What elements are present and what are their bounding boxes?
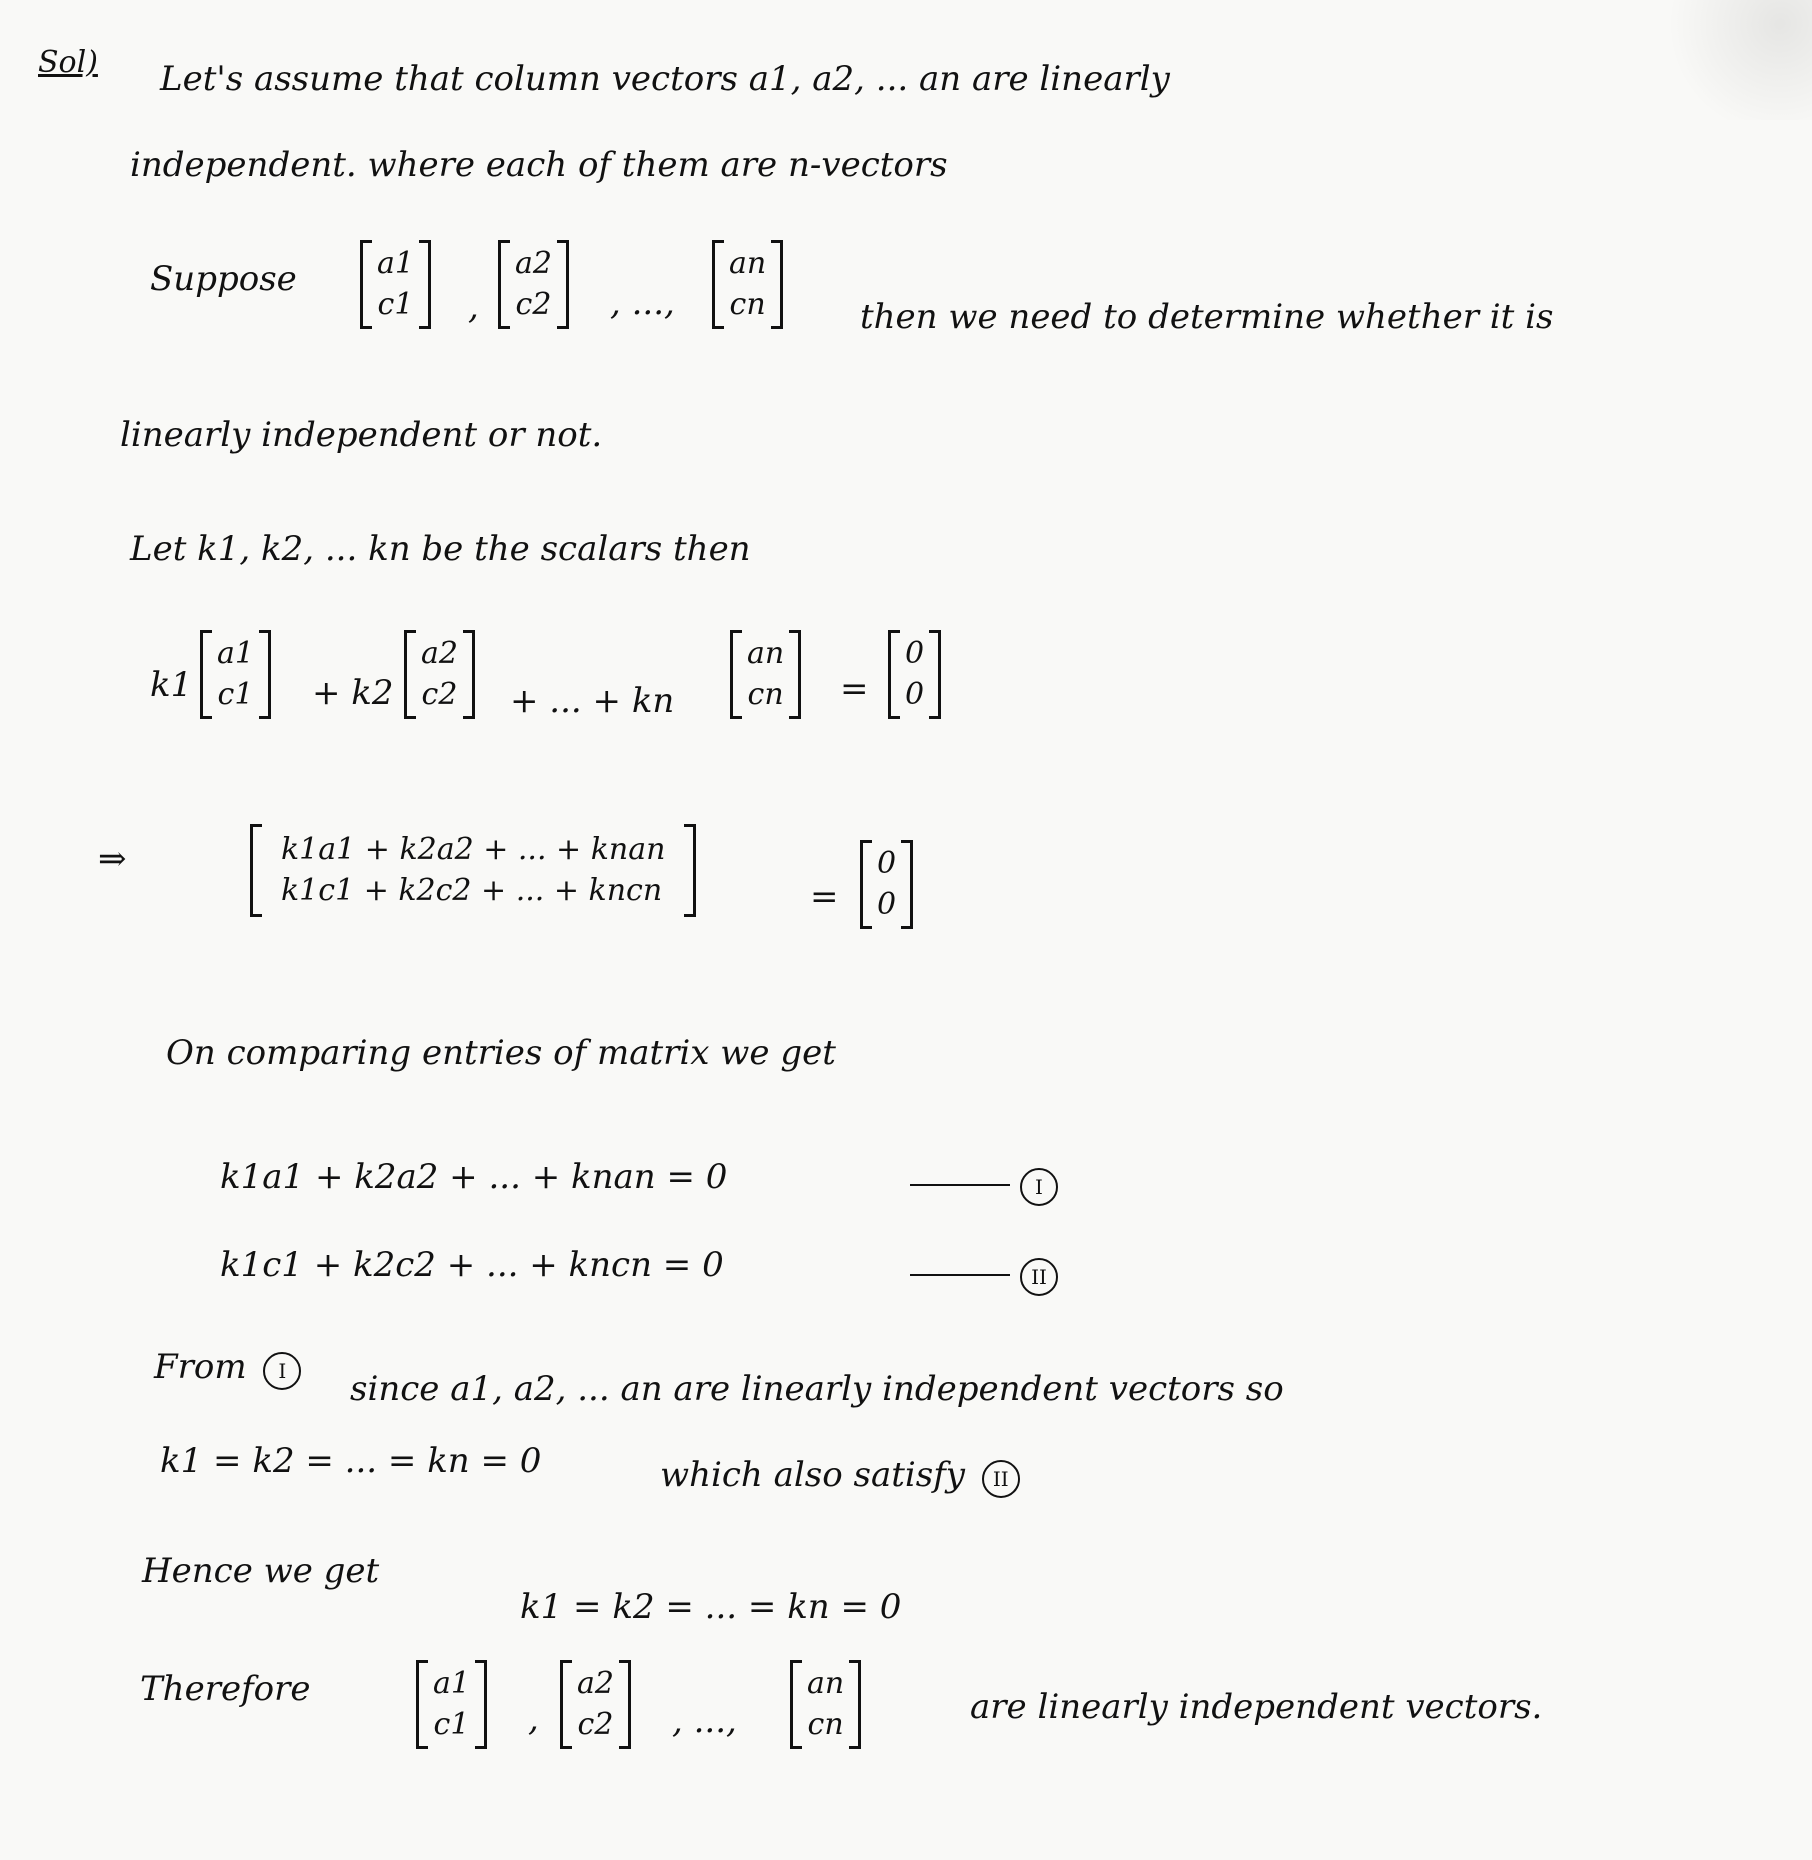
all-zero-eq: k1 = k2 = ... = kn = 0 xyxy=(160,1441,542,1481)
coef-k2: + k2 xyxy=(312,673,394,713)
line-4: linearly independent or not. xyxy=(120,415,603,455)
final-vector-n: an cn xyxy=(790,1660,861,1749)
separator: , xyxy=(468,287,479,327)
combo-vector-n: an cn xyxy=(730,630,801,719)
final-ellipsis: , ..., xyxy=(672,1701,737,1741)
vector-n: an cn xyxy=(712,240,783,329)
line-5: Let k1, k2, ... kn be the scalars then xyxy=(130,529,751,569)
implies-arrow: ⇒ xyxy=(98,839,127,879)
equation-2: k1c1 + k2c2 + ... + kncn = 0 xyxy=(220,1245,724,1285)
final-separator: , xyxy=(528,1699,539,1739)
equation-2-tag: II xyxy=(910,1256,1058,1296)
line-3b: then we need to determine whether it is xyxy=(860,297,1554,337)
equals-sign-2: = xyxy=(810,877,839,917)
solution-label: Sol) xyxy=(38,45,98,80)
zero-vector: 0 0 xyxy=(888,630,941,719)
equation-1: k1a1 + k2a2 + ... + knan = 0 xyxy=(220,1157,728,1197)
paper-texture xyxy=(1652,0,1812,120)
combo-vector-2: a2 c2 xyxy=(404,630,475,719)
line-2: independent. where each of them are n-vectors xyxy=(130,145,948,185)
from-line: since a1, a2, ... an are linearly independent vectors so xyxy=(350,1369,1284,1409)
combined-matrix: k1a1 + k2a2 + ... + knan k1c1 + k2c2 + ... + kncn xyxy=(250,824,696,917)
conclusion-text: are linearly independent vectors. xyxy=(970,1687,1543,1727)
coef-kn: + ... + kn xyxy=(510,681,675,721)
therefore-text: Therefore xyxy=(140,1669,311,1709)
combo-vector-1: a1 c1 xyxy=(200,630,271,719)
satisfy-text: which also satisfy II xyxy=(660,1458,1020,1498)
hence-label: Hence we get xyxy=(142,1551,380,1591)
line-1: Let's assume that column vectors a1, a2, ... an are linearly xyxy=(160,59,1170,99)
coef-k1: k1 xyxy=(150,665,193,705)
equation-1-tag: I xyxy=(910,1166,1058,1206)
vector-1: a1 c1 xyxy=(360,240,431,329)
compare-text: On comparing entries of matrix we get xyxy=(166,1033,836,1073)
vector-2: a2 c2 xyxy=(498,240,569,329)
ellipsis: , ..., xyxy=(610,283,675,323)
hence-equation: k1 = k2 = ... = kn = 0 xyxy=(520,1587,902,1627)
final-vector-2: a2 c2 xyxy=(560,1660,631,1749)
from-text: From I xyxy=(154,1350,301,1390)
zero-vector-2: 0 0 xyxy=(860,840,913,929)
final-vector-1: a1 c1 xyxy=(416,1660,487,1749)
equals-sign: = xyxy=(840,669,869,709)
suppose-text: Suppose xyxy=(150,259,297,299)
